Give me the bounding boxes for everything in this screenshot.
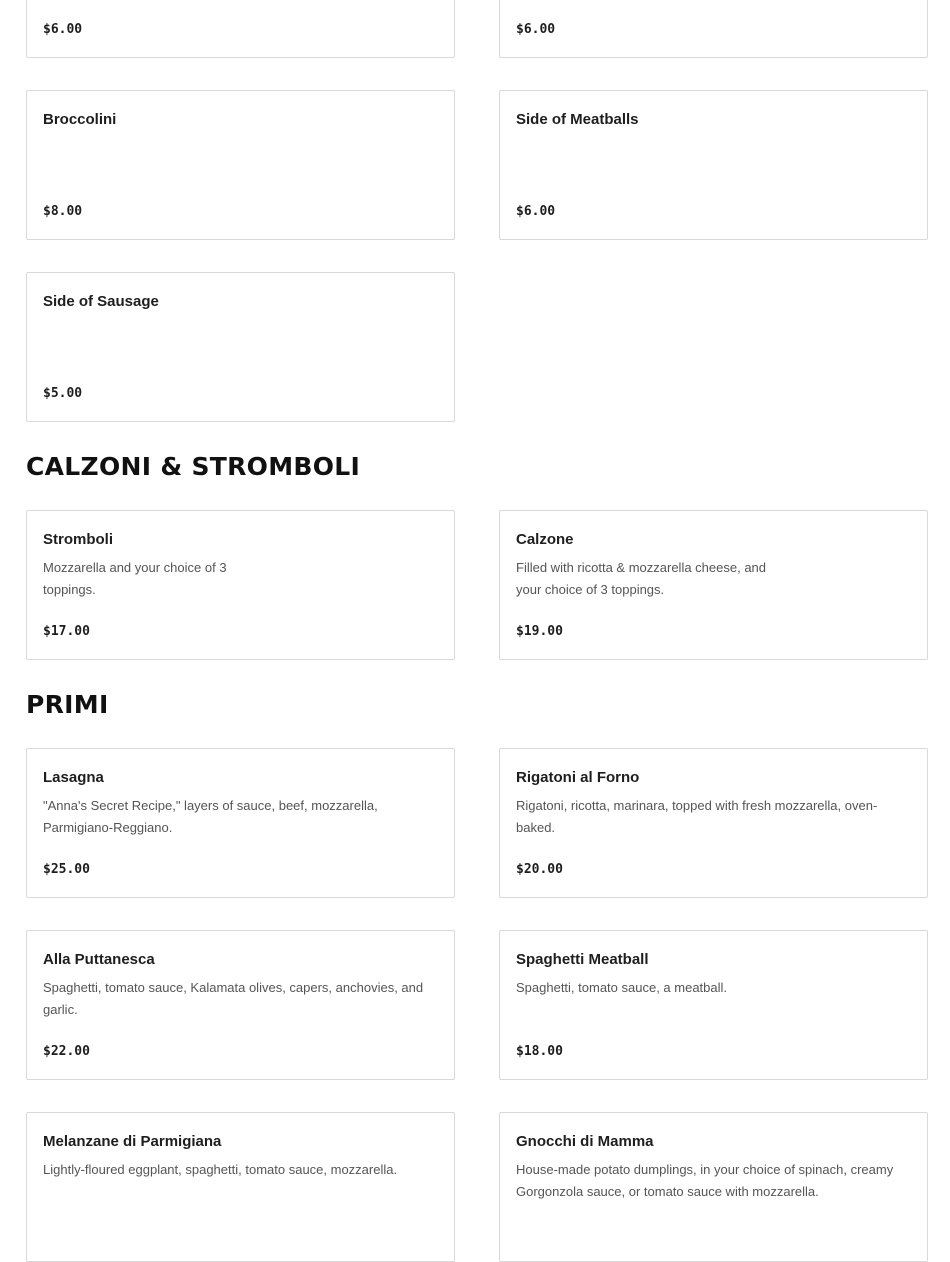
item-price: $17.00 <box>43 624 90 639</box>
item-price: $5.00 <box>43 386 83 401</box>
item-name: Lasagna <box>43 769 104 786</box>
menu-item-card[interactable] <box>499 930 928 1080</box>
item-price: $6.00 <box>43 22 83 37</box>
menu-item-card[interactable] <box>26 90 455 240</box>
menu-item-card[interactable] <box>499 0 928 58</box>
item-name: Calzone <box>516 531 574 548</box>
item-description: Spaghetti, tomato sauce, a meatball. <box>516 980 728 995</box>
section-title-primi: PRIMI <box>26 690 109 719</box>
menu-item-card[interactable] <box>499 90 928 240</box>
item-name: Stromboli <box>43 531 113 548</box>
item-price: $25.00 <box>43 862 90 877</box>
item-name: Rigatoni al Forno <box>516 769 640 786</box>
menu-item-card[interactable] <box>499 1112 928 1262</box>
item-name: Spaghetti Meatball <box>516 951 649 968</box>
item-description: "Anna's Secret Recipe," layers of sauce, beef, mozzarella, Parmigiano-Reggiano. <box>43 798 378 835</box>
item-price: $18.00 <box>516 1044 563 1059</box>
item-price: $19.00 <box>516 624 563 639</box>
menu-item-card[interactable] <box>26 748 455 898</box>
menu-item-card[interactable] <box>499 748 928 898</box>
menu-item-card[interactable] <box>26 930 455 1080</box>
item-price: $20.00 <box>516 862 563 877</box>
section-title-calzoni: CALZONI & STROMBOLI <box>26 452 361 481</box>
item-description: Mozzarella and your choice of 3 toppings. <box>43 560 227 597</box>
item-price: $6.00 <box>516 22 556 37</box>
item-price: $22.00 <box>43 1044 90 1059</box>
item-name: Side of Sausage <box>43 293 159 310</box>
item-price: $6.00 <box>516 204 556 219</box>
item-name: Melanzane di Parmigiana <box>43 1133 222 1150</box>
menu-item-card[interactable] <box>26 0 455 58</box>
menu-item-card[interactable] <box>26 510 455 660</box>
menu-item-card[interactable] <box>499 510 928 660</box>
menu-item-card[interactable] <box>26 272 455 422</box>
item-description: Lightly-floured eggplant, spaghetti, tomato sauce, mozzarella. <box>43 1162 398 1177</box>
item-description: House-made potato dumplings, in your choice of spinach, creamy Gorgonzola sauce, or tomato sauce with mozzarella. <box>516 1162 894 1199</box>
item-description: Spaghetti, tomato sauce, Kalamata olives, capers, anchovies, and garlic. <box>43 980 424 1017</box>
menu-item-card[interactable] <box>26 1112 455 1262</box>
item-description: Filled with ricotta & mozzarella cheese, and your choice of 3 toppings. <box>516 560 767 597</box>
item-name: Side of Meatballs <box>516 111 639 128</box>
item-name: Gnocchi di Mamma <box>516 1133 654 1150</box>
item-name: Alla Puttanesca <box>43 951 155 968</box>
item-description: Rigatoni, ricotta, marinara, topped with fresh mozzarella, oven-baked. <box>516 798 878 835</box>
item-name: Broccolini <box>43 111 117 128</box>
item-price: $8.00 <box>43 204 83 219</box>
